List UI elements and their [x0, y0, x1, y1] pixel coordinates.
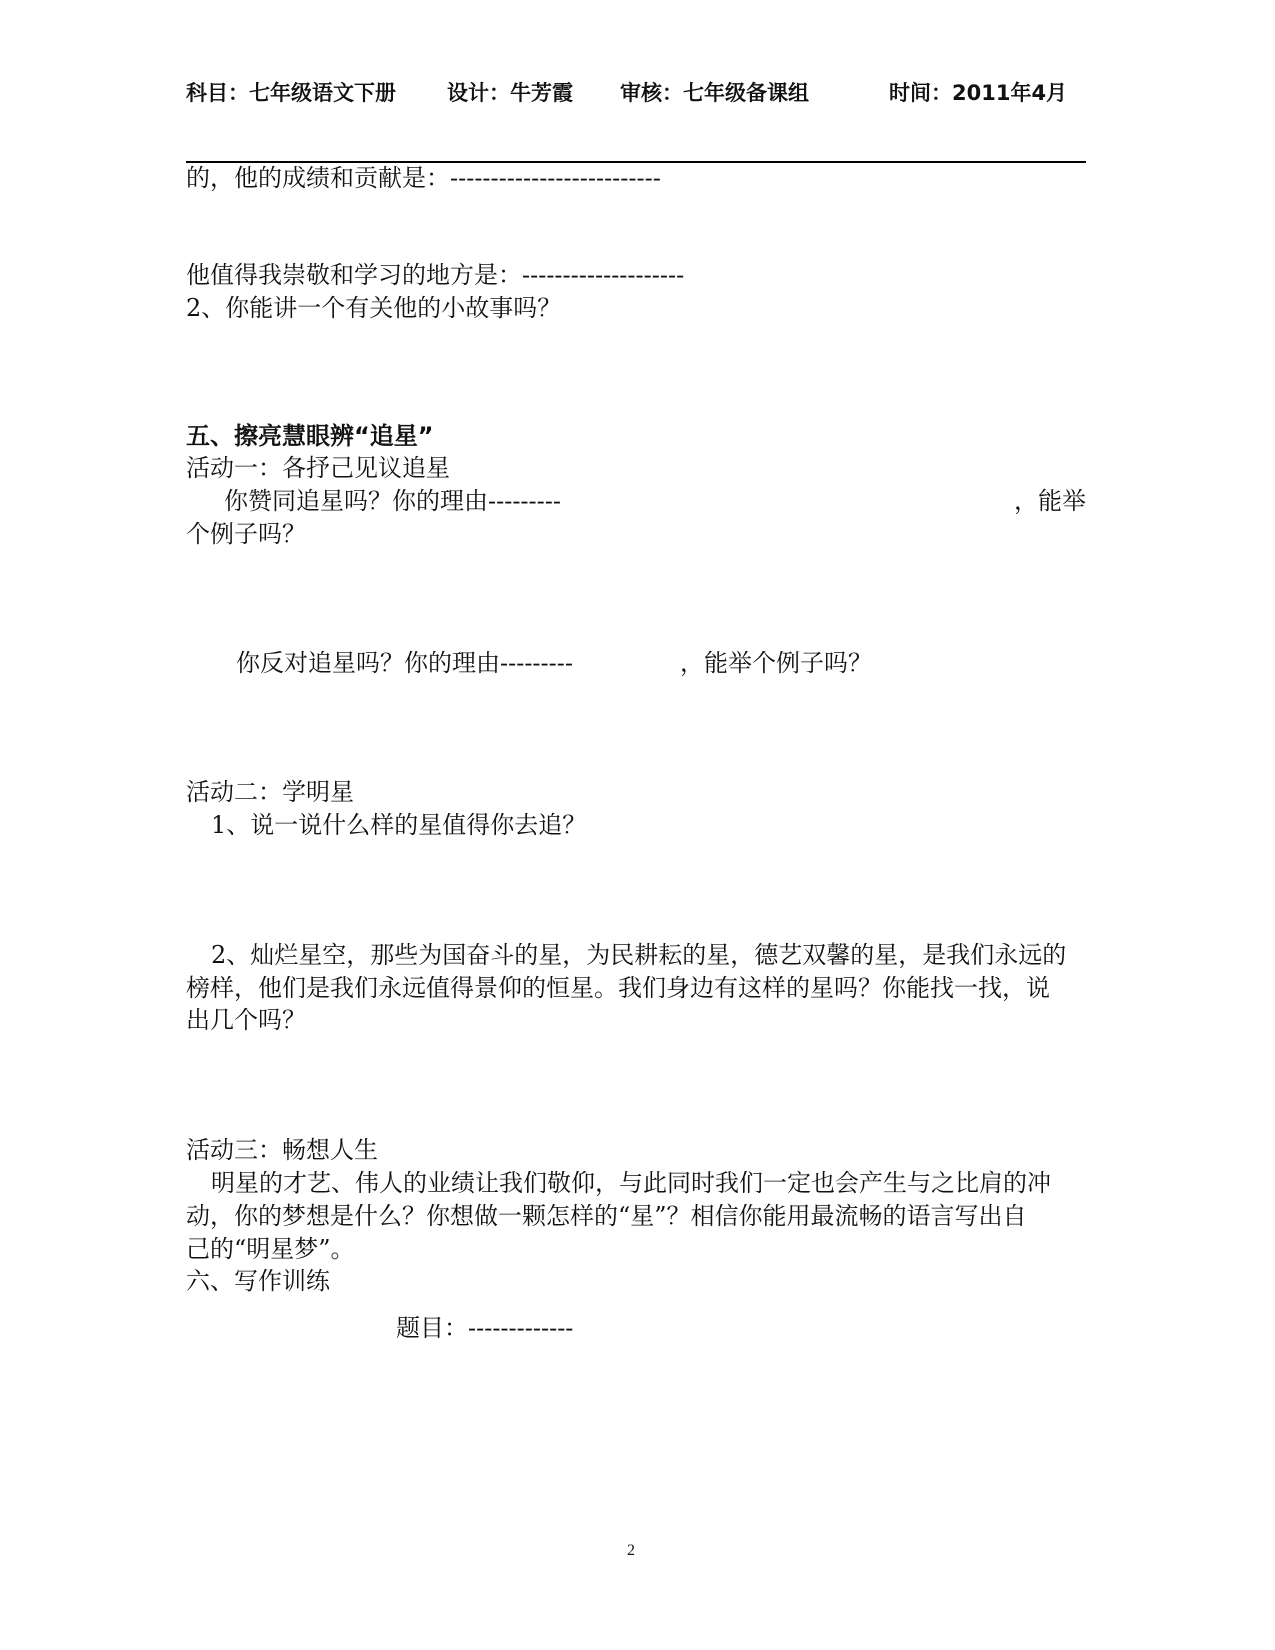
header-subject: 科目：七年级语文下册: [186, 81, 396, 105]
header-reviewer: 审核：七年级备课组: [620, 81, 809, 105]
text-line: 动，你的梦想是什么？你想做一颗怎样的“星”？相信你能用最流畅的语言写出自: [186, 1202, 1027, 1230]
activity-title: 活动三：畅想人生: [186, 1136, 378, 1164]
text-line: 你反对追星吗？你的理由---------: [236, 649, 573, 677]
text-line: 明星的才艺、伟人的业绩让我们敬仰，与此同时我们一定也会产生与之比肩的冲: [211, 1169, 1051, 1197]
text-line: ，能举: [1014, 487, 1086, 515]
text-line: 个例子吗？: [186, 520, 306, 548]
text-line: 己的“明星梦”。: [186, 1235, 355, 1263]
section-heading: 六、写作训练: [186, 1267, 330, 1295]
text-line: 2、你能讲一个有关他的小故事吗？: [186, 294, 562, 322]
text-line: 出几个吗？: [186, 1006, 306, 1034]
header-designer: 设计：牛芳霞: [447, 81, 573, 105]
activity-title: 活动二：学明星: [186, 778, 354, 806]
activity-title: 活动一：各抒己见议追星: [186, 454, 450, 482]
header-time: 时间：2011年4月: [889, 81, 1068, 105]
text-line: 的，他的成绩和贡献是：--------------------------: [186, 164, 661, 192]
text-line: 你赞同追星吗？你的理由---------: [224, 487, 561, 515]
text-line: ，能举个例子吗？: [680, 649, 872, 677]
text-line: 2、灿烂星空，那些为国奋斗的星，为民耕耘的星，德艺双馨的星，是我们永远的: [211, 941, 1067, 969]
topic-line: 题目：-------------: [396, 1314, 574, 1342]
section-heading: 五、擦亮慧眼辨“追星”: [186, 422, 434, 450]
text-line: 榜样，他们是我们永远值得景仰的恒星。我们身边有这样的星吗？你能找一找，说: [186, 974, 1050, 1002]
text-line: 1、说一说什么样的星值得你去追？: [211, 811, 587, 839]
page-number: 2: [627, 1542, 635, 1559]
text-line: 他值得我崇敬和学习的地方是：--------------------: [186, 261, 685, 289]
